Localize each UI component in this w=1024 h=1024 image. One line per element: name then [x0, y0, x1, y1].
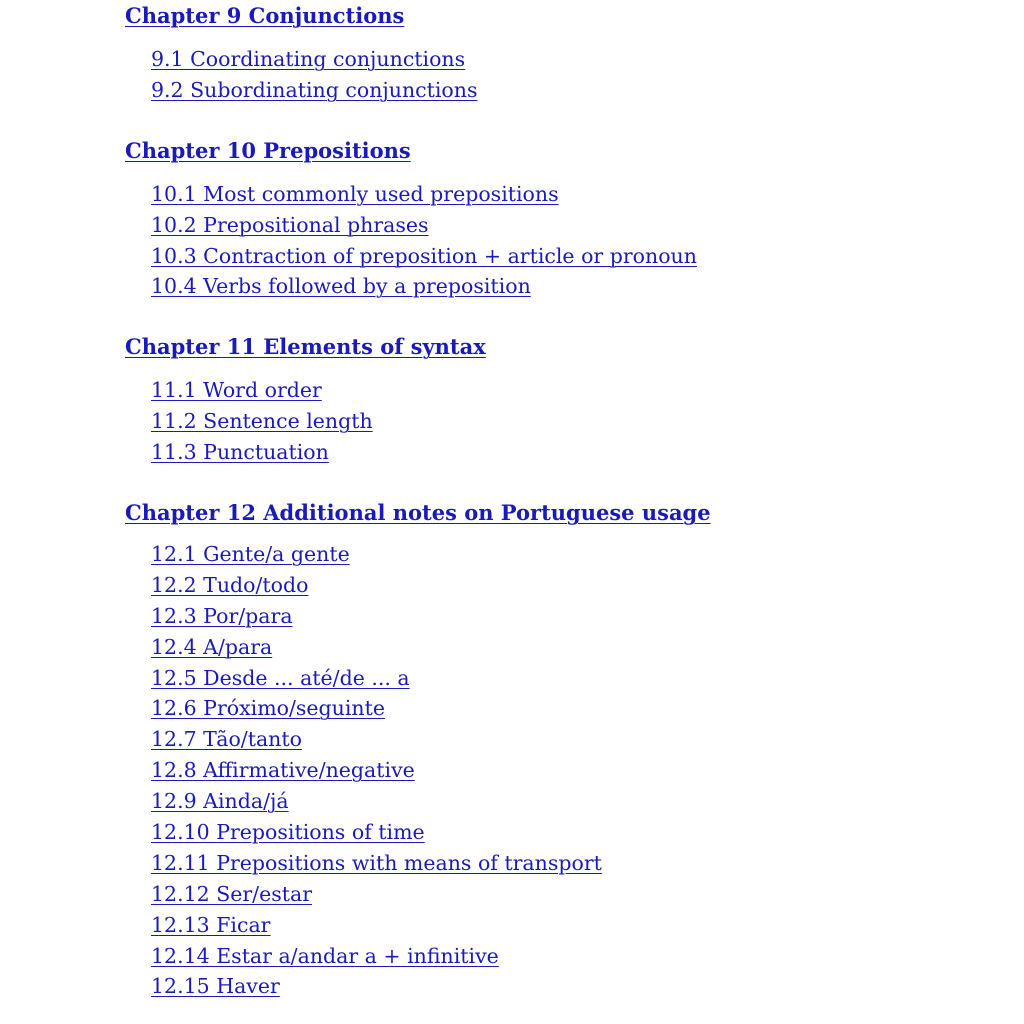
list-item [151, 539, 1005, 570]
list-item [151, 601, 1005, 632]
section-link[interactable]: 12.10 Prepositions of time [151, 820, 425, 845]
chapter-heading-link[interactable]: Chapter 12 Additional notes on Portuguese usage [125, 500, 711, 526]
list-item [151, 44, 1005, 75]
section-link[interactable]: 12.9 Ainda/já [151, 789, 289, 814]
list-item [151, 724, 1005, 755]
list-item [151, 570, 1005, 601]
list-item [151, 693, 1005, 724]
section-list [125, 539, 1005, 1002]
table-of-contents [125, 0, 1005, 1002]
section-list [125, 44, 1005, 106]
list-item [151, 75, 1005, 106]
section-link[interactable]: 10.2 Prepositional phrases [151, 212, 429, 237]
chapter-heading-link[interactable]: Chapter 11 Elements of syntax [125, 334, 486, 360]
section-link[interactable]: 11.3 Punctuation [151, 440, 329, 465]
list-item [151, 663, 1005, 694]
chapter-heading-link[interactable]: Chapter 9 Conjunctions [125, 3, 405, 28]
section-link[interactable]: 12.5 Desde ... até/de ... a [151, 665, 410, 690]
section-link[interactable]: 12.2 Tudo/todo [151, 572, 309, 597]
section-link[interactable]: 12.11 Prepositions with means of transport [151, 850, 602, 875]
section-link[interactable]: 12.7 Tão/tanto [151, 727, 302, 752]
section-link[interactable]: 11.1 Word order [151, 378, 322, 403]
section-link[interactable]: 12.12 Ser/estar [151, 881, 312, 906]
list-item [151, 632, 1005, 663]
section-link[interactable]: 12.3 Por/para [151, 603, 293, 628]
section-link[interactable]: 12.4 A/para [151, 634, 273, 659]
list-item [151, 910, 1005, 941]
list-item [151, 437, 1005, 468]
list-item [151, 271, 1005, 302]
section-link[interactable]: 9.1 Coordinating conjunctions [151, 47, 466, 71]
list-item [151, 406, 1005, 437]
section-link[interactable]: 12.6 Próximo/seguinte [151, 696, 386, 721]
section-link[interactable]: 12.1 Gente/a gente [151, 542, 350, 567]
section-list [125, 375, 1005, 468]
list-item [151, 375, 1005, 406]
list-item [151, 755, 1005, 786]
list-item [151, 971, 1005, 1002]
section-list [125, 179, 1005, 303]
section-link[interactable]: 11.2 Sentence length [151, 409, 373, 434]
section-link[interactable]: 10.3 Contraction of preposition + article or pronoun [151, 243, 697, 268]
section-link[interactable]: 12.14 Estar a/andar a + infinitive [151, 943, 499, 968]
list-item [151, 179, 1005, 210]
chapter-block [125, 332, 1005, 468]
list-item [151, 786, 1005, 817]
section-link[interactable]: 10.1 Most commonly used prepositions [151, 181, 559, 206]
list-item [151, 241, 1005, 272]
list-item [151, 210, 1005, 241]
chapter-block [125, 1, 1005, 106]
list-item [151, 879, 1005, 910]
list-item [151, 941, 1005, 972]
section-link[interactable]: 12.8 Affirmative/negative [151, 758, 415, 783]
section-link[interactable]: 9.2 Subordinating conjunctions [151, 77, 478, 102]
section-link[interactable]: 12.15 Haver [151, 974, 280, 999]
section-link[interactable]: 10.4 Verbs followed by a preposition [151, 274, 531, 299]
list-item [151, 848, 1005, 879]
chapter-block [125, 136, 1005, 303]
chapter-heading-link[interactable]: Chapter 10 Prepositions [125, 137, 411, 163]
list-item [151, 817, 1005, 848]
chapter-block [125, 498, 1005, 1002]
section-link[interactable]: 12.13 Ficar [151, 912, 271, 937]
